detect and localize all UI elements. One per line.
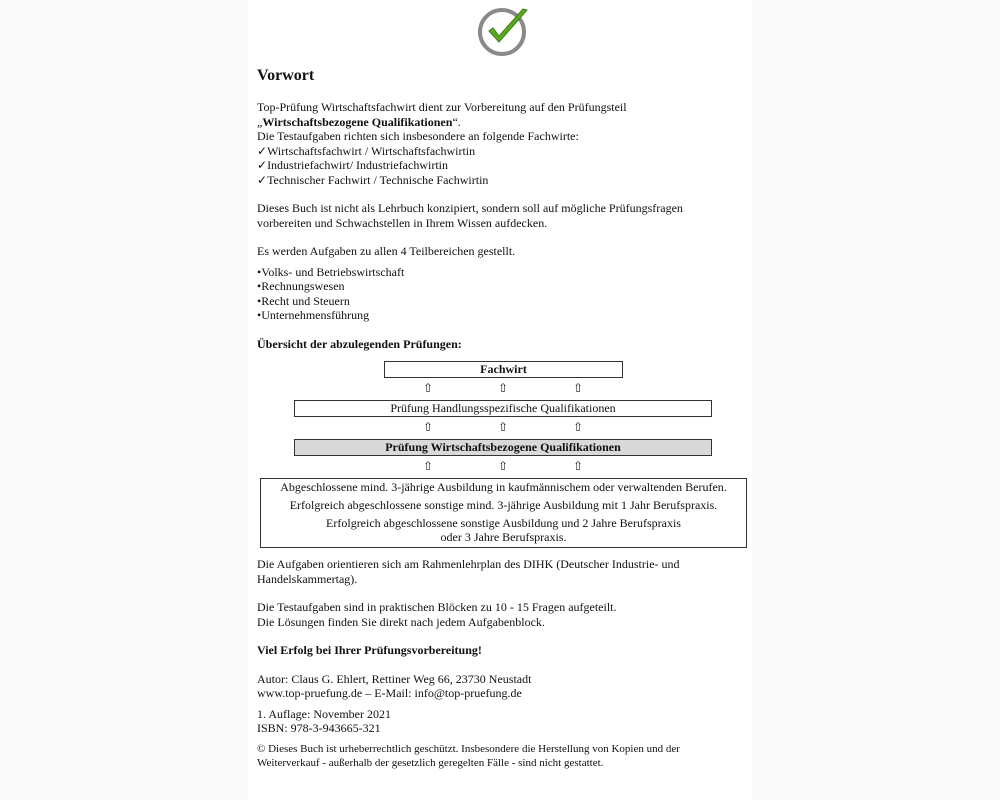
fachwirt-item: ✓ Wirtschaftsfachwirt / Wirtschaftsfachwirtin xyxy=(257,144,747,159)
area-item: • Volks- und Betriebswirtschaft xyxy=(257,265,747,280)
prerequisite-line: Erfolgreich abgeschlossene sonstige mind. 3-jährige Ausbildung mit 1 Jahr Berufspraxis. xyxy=(289,498,718,512)
author-line: Autor: Claus G. Ehlert, Rettiner Weg 66, 23730 Neustadt xyxy=(257,671,532,686)
page-title: Vorwort xyxy=(257,67,315,84)
intro-line-3: Die Testaufgaben richten sich insbesondere an folgende Fachwirte: xyxy=(257,129,579,143)
exam-diagram xyxy=(257,361,747,557)
area-item: • Unternehmensführung xyxy=(257,308,747,323)
diagram-box-wirtschaftsbezogen: Prüfung Wirtschaftsbezogene Qualifikationen xyxy=(294,439,712,456)
intro-line-2: „Wirtschaftsbezogene Qualifikationen“. xyxy=(257,114,461,129)
dihk-line-2: Handelskammertag). xyxy=(257,571,358,586)
up-arrow-icon: ⇧ xyxy=(422,381,434,395)
areas-intro: Es werden Aufgaben zu allen 4 Teilbereichen gestellt. xyxy=(257,244,516,258)
prerequisite-line: Erfolgreich abgeschlossene sonstige Ausbildung und 2 Jahre Berufspraxis xyxy=(326,516,681,530)
up-arrow-icon: ⇧ xyxy=(422,420,434,434)
up-arrow-icon: ⇧ xyxy=(572,381,584,395)
blocks-line-2: Die Lösungen finden Sie direkt nach jedem Aufgabenblock. xyxy=(257,614,545,629)
area-item: • Recht und Steuern xyxy=(257,294,747,309)
purpose-line-2: vorbereiten und Schwachstellen in Ihrem Wissen aufdecken. xyxy=(257,215,548,230)
up-arrow-icon: ⇧ xyxy=(572,459,584,473)
check-circle-icon xyxy=(475,4,539,56)
diagram-box-prerequisites xyxy=(260,478,747,548)
intro-exam-part: Wirtschaftsbezogene Qualifikationen xyxy=(262,114,453,129)
fachwirt-item: ✓ Technischer Fachwirt / Technische Fachwirtin xyxy=(257,173,747,188)
prerequisite-line: oder 3 Jahre Berufspraxis. xyxy=(440,530,567,544)
up-arrow-icon: ⇧ xyxy=(497,420,509,434)
diagram-box-handlungsspezifisch: Prüfung Handlungsspezifische Qualifikationen xyxy=(294,400,712,417)
blocks-line-1: Die Testaufgaben sind in praktischen Blöcken zu 10 - 15 Fragen aufgeteilt. xyxy=(257,600,617,614)
purpose-line-1: Dieses Buch ist nicht als Lehrbuch konzipiert, sondern soll auf mögliche Prüfungsfragen xyxy=(257,201,683,215)
up-arrow-icon: ⇧ xyxy=(497,381,509,395)
closing-text: Viel Erfolg bei Ihrer Prüfungsvorbereitung! xyxy=(257,643,482,657)
copyright-line-1: © Dieses Buch ist urheberrechtlich geschützt. Insbesondere die Herstellung von Kopien und der xyxy=(257,742,680,755)
prerequisite-line: Abgeschlossene mind. 3-jährige Ausbildung in kaufmännischem oder verwaltenden Berufen. xyxy=(280,480,727,494)
up-arrow-icon: ⇧ xyxy=(497,459,509,473)
isbn-line: ISBN: 978-3-943665-321 xyxy=(257,721,381,735)
document-content xyxy=(257,66,747,770)
up-arrow-icon: ⇧ xyxy=(572,420,584,434)
intro-line-1: Top-Prüfung Wirtschaftsfachwirt dient zur Vorbereitung auf den Prüfungsteil xyxy=(257,100,627,114)
contact-line: www.top-pruefung.de – E-Mail: info@top-pruefung.de xyxy=(257,686,522,700)
diagram-box-fachwirt: Fachwirt xyxy=(384,361,623,378)
fachwirt-item: ✓ Industriefachwirt/ Industriefachwirtin xyxy=(257,158,747,173)
edition-line: 1. Auflage: November 2021 xyxy=(257,706,391,721)
overview-heading: Übersicht der abzulegenden Prüfungen: xyxy=(257,336,462,351)
copyright-line-2: Weiterverkauf - außerhalb der gesetzlich geregelten Fälle - sind nicht gestattet. xyxy=(257,756,604,769)
up-arrow-icon: ⇧ xyxy=(422,459,434,473)
area-item: • Rechnungswesen xyxy=(257,279,747,294)
dihk-line-1: Die Aufgaben orientieren sich am Rahmenlehrplan des DIHK (Deutscher Industrie- und xyxy=(257,557,680,571)
